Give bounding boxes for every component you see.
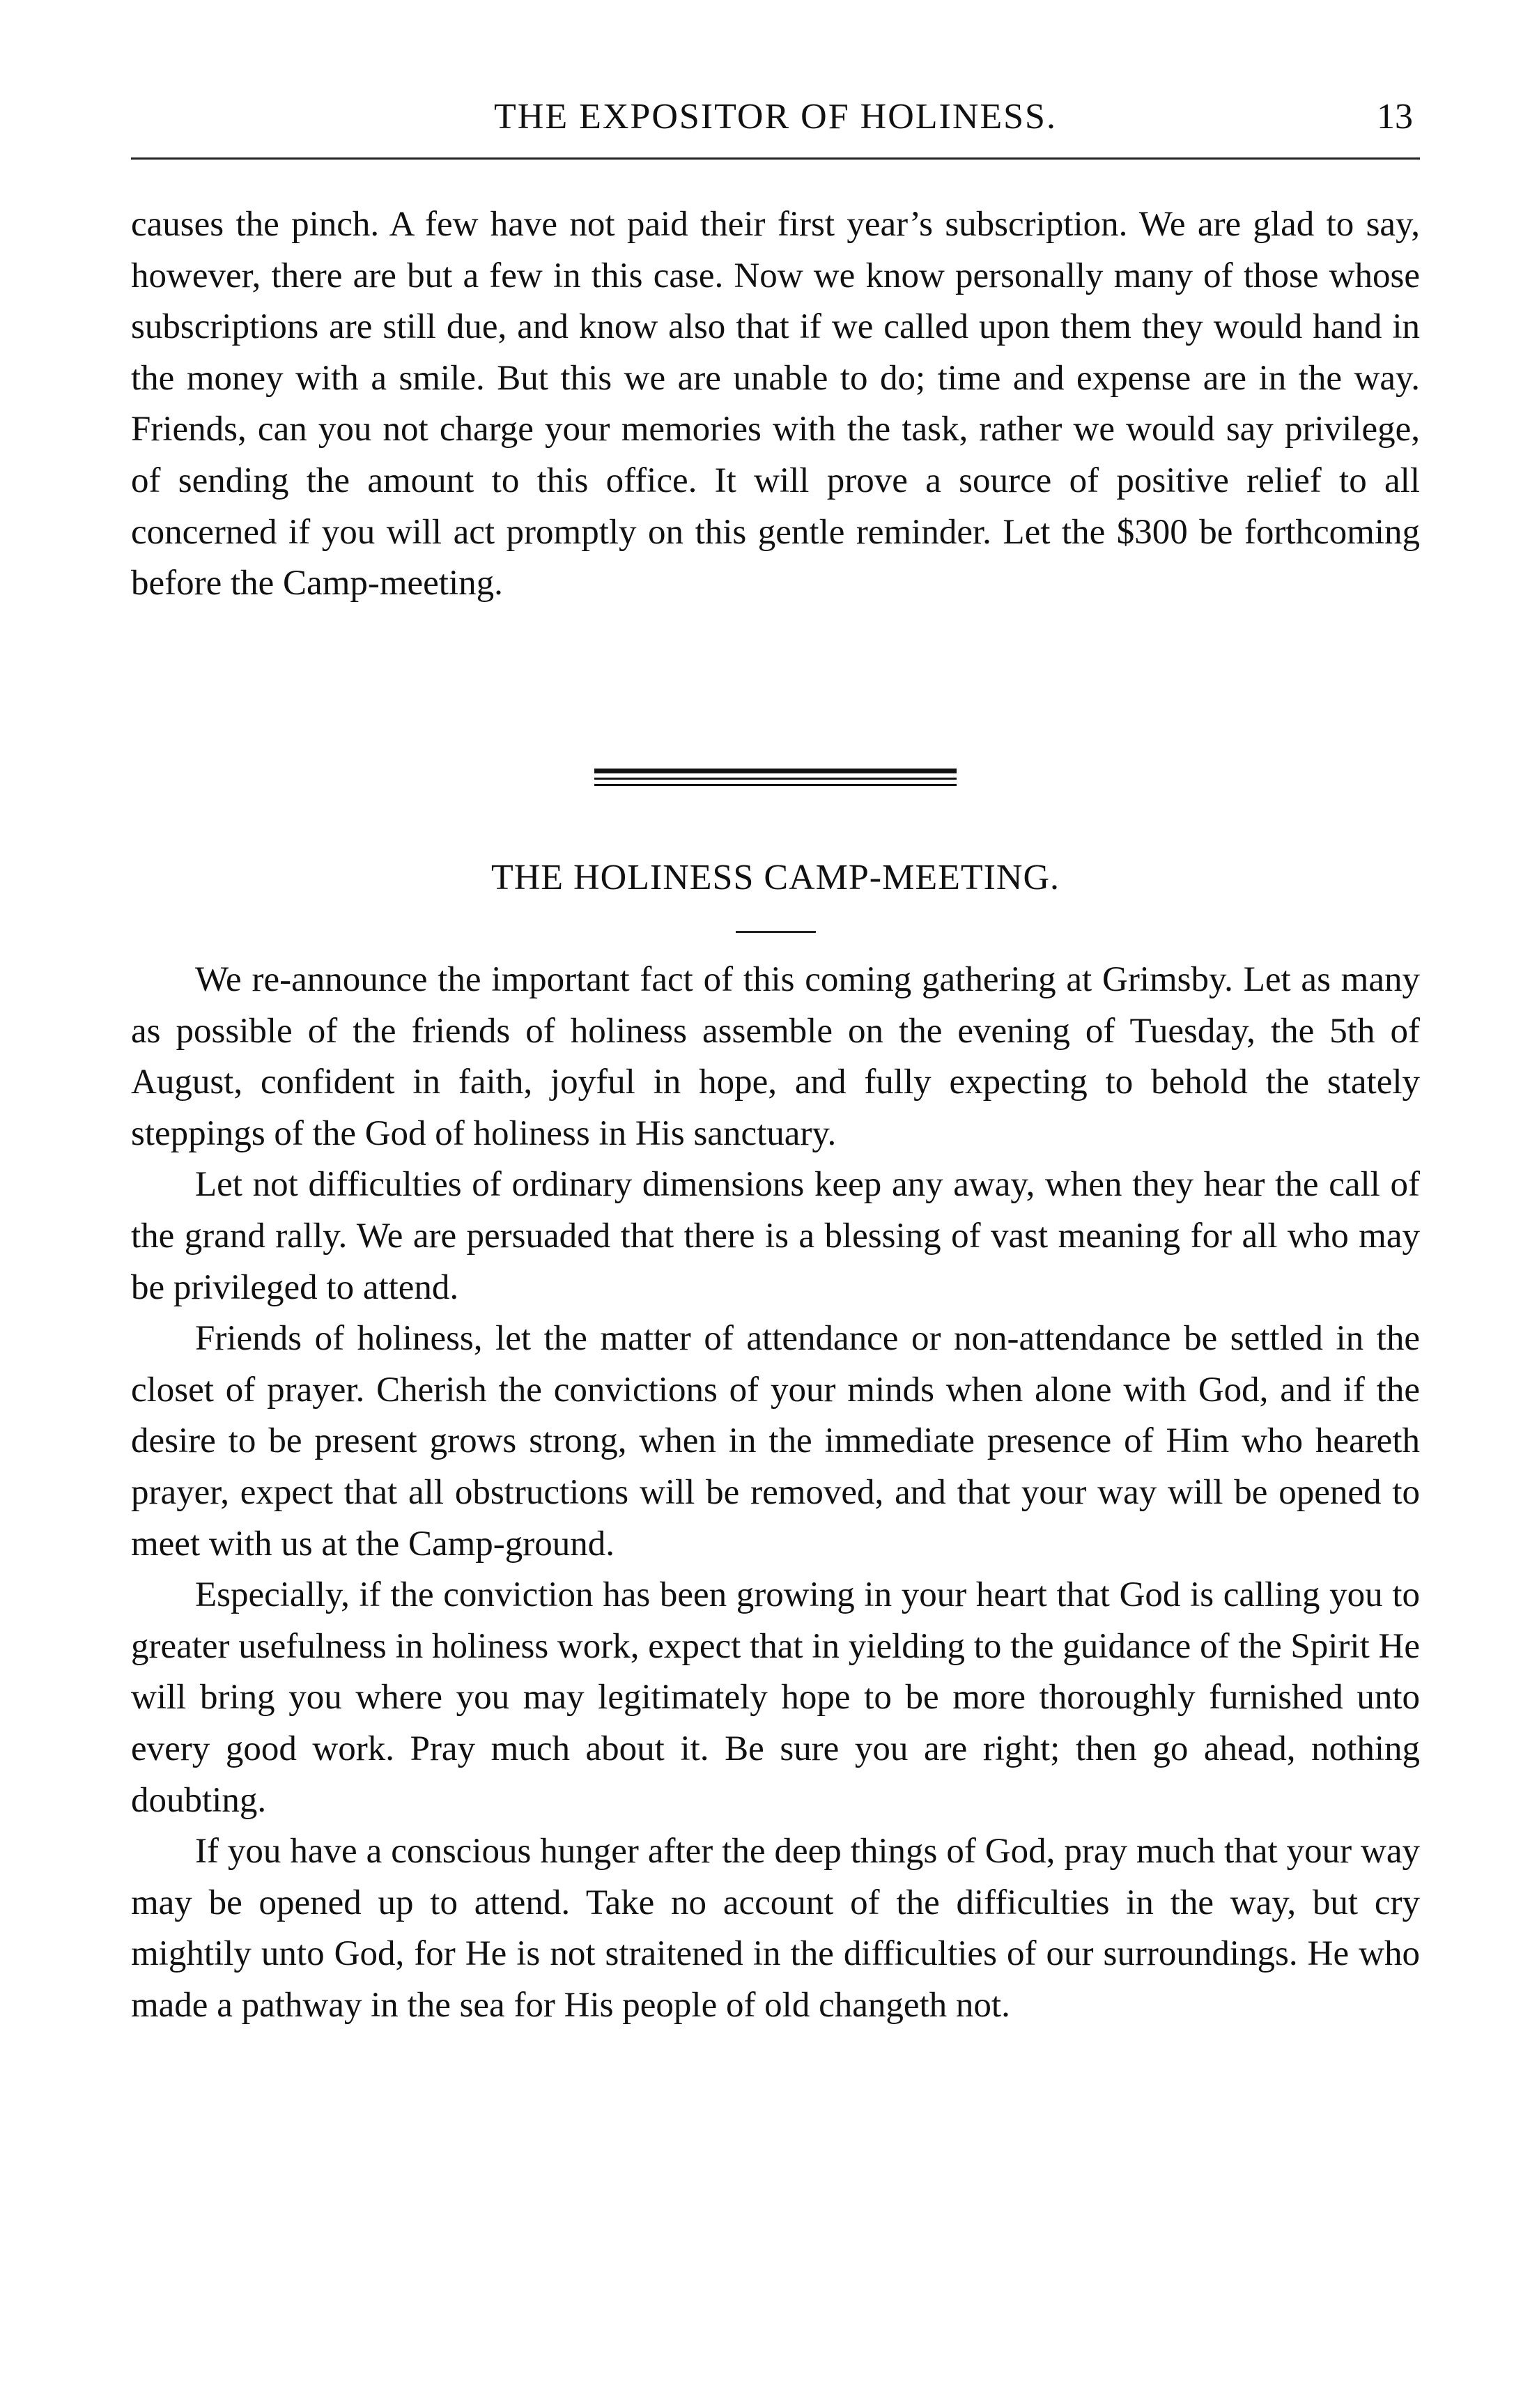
- section-title: THE HOLINESS CAMP-MEETING.: [490, 858, 1060, 897]
- header-rule: [131, 157, 1420, 160]
- page-number: 13: [1377, 97, 1413, 137]
- body-paragraph: If you have a conscious hunger after the deep things of God, pray much that your way may be opened up to attend. Take no account of the difficulties in the way, but cry mightily unto God, for He is not straitened in the difficulties of our surroundings. He who made a pathway in the sea for His people of old changeth not.: [131, 1832, 1420, 2025]
- divider-thick-rule: [594, 769, 957, 773]
- body-paragraph: We re-announce the important fact of this coming gathering at Grimsby. Let as many as possible of the friends of holiness assemble on the evening of Tuesday, the 5th of August, confident in faith, joyful in hope, and fully expecting to behold the stately steppings of the God of holiness in His sanctuary.: [131, 960, 1420, 1153]
- body-paragraph: Especially, if the conviction has been growing in your heart that God is calling you to greater usefulness in holiness work, expect that in yielding to the guidance of the Spirit He will bring you where you may legitimately hope to be more thoroughly furnished unto every good work. Pray much about it. Be sure you are right; then go ahead, nothing doubting.: [131, 1575, 1420, 1820]
- body-paragraph: Friends of holiness, let the matter of attendance or non-attendance be settled in the closet of prayer. Cherish the convictions of your minds when alone with God, and if the desire to be present grows strong, when in the immediate presence of Him who heareth prayer, expect that all obstructions will be removed, and that your way will be opened to meet with us at the Camp-ground.: [131, 1319, 1420, 1564]
- section-body: [131, 955, 1420, 2031]
- title-rule: [736, 931, 816, 933]
- divider-thin-rule: [594, 778, 957, 780]
- divider-thin-rule: [594, 784, 957, 786]
- body-paragraph: Let not difficulties of ordinary dimensions keep any away, when they hear the call of the grand rally. We are persuaded that there is a blessing of vast meaning for all who may be privileged to attend.: [131, 1165, 1420, 1307]
- continuation-text: [131, 199, 1420, 610]
- book-page: [131, 0, 1420, 2408]
- section-divider: [594, 769, 957, 790]
- running-head: [131, 89, 1420, 145]
- continuation-paragraph: causes the pinch. A few have not paid their first year’s subscription. We are glad to say, however, there are but a few in this case. Now we know personally many of those whose subscriptions are still due, and know also that if we called upon them they would hand in the money with a smile. But this we are unable to do; time and expense are in the way. Friends, can you not charge your memories with the task, rather we would say privilege, of sending the amount to this office. It will prove a source of positive relief to all concerned if you will act promptly on this gentle reminder. Let the $300 be forthcoming before the Camp-meeting.: [131, 205, 1420, 603]
- running-title: THE EXPOSITOR OF HOLINESS.: [494, 97, 1057, 137]
